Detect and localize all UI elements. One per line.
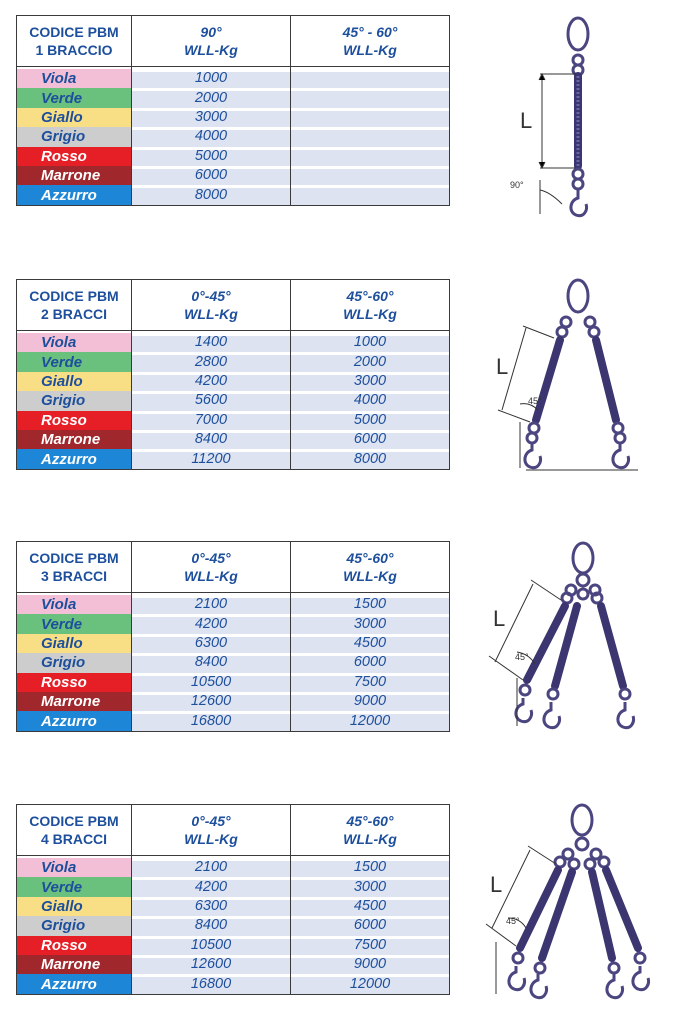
color-code-cell: Azzurro: [17, 449, 132, 469]
table-row: [17, 333, 450, 352]
wll-value-col3: 9000: [291, 955, 450, 974]
color-code-cell: Giallo: [17, 634, 132, 653]
code-header-line2: 4 BRACCI: [40, 831, 108, 847]
wll-value-col2: 6000: [132, 166, 291, 185]
wll-value-col2: 2800: [132, 352, 291, 371]
col3-header-angle: 45°-60°: [346, 288, 394, 304]
wll-value-col2: 12600: [132, 692, 291, 711]
table-row: [17, 877, 450, 896]
col2-header-unit: WLL-Kg: [184, 306, 238, 322]
color-code-cell: Marrone: [17, 430, 132, 449]
wll-value-col3: 12000: [291, 974, 450, 994]
table-3-bracci: [16, 541, 449, 732]
color-code-cell: Verde: [17, 614, 132, 633]
wll-value-col2: 8400: [132, 430, 291, 449]
color-code-cell: Giallo: [17, 372, 132, 391]
wll-value-col2: 11200: [132, 449, 291, 469]
wll-table: [16, 804, 450, 995]
length-label: L: [493, 606, 506, 631]
wll-value-col2: 6300: [132, 634, 291, 653]
angle-label: 45°: [528, 396, 542, 406]
color-code-cell: Verde: [17, 88, 132, 107]
wll-value-col3: 4500: [291, 634, 450, 653]
wll-value-col3: [291, 69, 450, 88]
wll-value-col3: 3000: [291, 877, 450, 896]
col2-header-unit: WLL-Kg: [184, 568, 238, 584]
color-code-cell: Rosso: [17, 936, 132, 955]
table-1-braccio: [16, 15, 449, 206]
color-code-cell: Viola: [17, 69, 132, 88]
table-row: [17, 430, 450, 449]
table-row: [17, 595, 450, 614]
col3-header-unit: WLL-Kg: [343, 42, 397, 58]
sling-diagram-2-legs: [490, 276, 650, 476]
wll-value-col2: 8400: [132, 653, 291, 672]
code-header: [17, 805, 132, 856]
wll-value-col2: 3000: [132, 108, 291, 127]
wll-value-col3: [291, 88, 450, 107]
table-row: [17, 391, 450, 410]
wll-col2-header: [132, 280, 291, 331]
wll-col2-header: [132, 805, 291, 856]
color-code-cell: Viola: [17, 858, 132, 877]
table-row: [17, 614, 450, 633]
wll-value-col3: 3000: [291, 372, 450, 391]
col2-header-angle: 0°-45°: [191, 550, 231, 566]
wll-value-col3: 5000: [291, 411, 450, 430]
table-row: [17, 634, 450, 653]
wll-value-col3: 12000: [291, 711, 450, 731]
table-2-bracci: [16, 279, 449, 470]
wll-value-col2: 4200: [132, 372, 291, 391]
color-code-cell: Rosso: [17, 411, 132, 430]
table-row: [17, 936, 450, 955]
color-code-cell: Marrone: [17, 166, 132, 185]
wll-value-col2: 16800: [132, 711, 291, 731]
wll-table: [16, 15, 450, 206]
wll-value-col3: 7500: [291, 936, 450, 955]
color-code-cell: Verde: [17, 877, 132, 896]
table-header-row: [17, 805, 450, 856]
wll-value-col2: 4200: [132, 614, 291, 633]
table-header-row: [17, 280, 450, 331]
color-code-cell: Verde: [17, 352, 132, 371]
color-code-cell: Grigio: [17, 916, 132, 935]
length-label: L: [496, 354, 509, 379]
sling-diagram-4-legs: [480, 802, 660, 1002]
wll-value-col2: 1000: [132, 69, 291, 88]
wll-value-col2: 4000: [132, 127, 291, 146]
col2-header-angle: 0°-45°: [191, 288, 231, 304]
table-row: [17, 185, 450, 205]
color-code-cell: Giallo: [17, 108, 132, 127]
code-header-line1: CODICE PBM: [29, 24, 119, 40]
angle-label: 90°: [510, 180, 524, 190]
color-code-cell: Marrone: [17, 692, 132, 711]
angle-label: 45°: [515, 652, 529, 662]
color-code-cell: Giallo: [17, 897, 132, 916]
table-row: [17, 692, 450, 711]
wll-value-col2: 2000: [132, 88, 291, 107]
wll-value-col2: 8000: [132, 185, 291, 205]
table-row: [17, 653, 450, 672]
wll-value-col3: 2000: [291, 352, 450, 371]
wll-value-col3: 4000: [291, 391, 450, 410]
wll-value-col2: 10500: [132, 673, 291, 692]
code-header-line1: CODICE PBM: [29, 288, 119, 304]
table-row: [17, 974, 450, 994]
wll-value-col3: 1500: [291, 858, 450, 877]
table-row: [17, 352, 450, 371]
wll-col2-header: [132, 542, 291, 593]
wll-value-col3: [291, 127, 450, 146]
col3-header-angle: 45°-60°: [346, 550, 394, 566]
wll-value-col3: 8000: [291, 449, 450, 469]
table-row: [17, 711, 450, 731]
wll-table: [16, 541, 450, 732]
wll-col3-header: [291, 280, 450, 331]
wll-value-col3: [291, 147, 450, 166]
wll-value-col3: [291, 108, 450, 127]
col2-header-angle: 0°-45°: [191, 813, 231, 829]
code-header-line2: 3 BRACCI: [40, 568, 108, 584]
wll-value-col3: 9000: [291, 692, 450, 711]
col2-header-angle: 90°: [200, 24, 222, 40]
wll-value-col2: 5000: [132, 147, 291, 166]
wll-value-col3: 6000: [291, 916, 450, 935]
color-code-cell: Marrone: [17, 955, 132, 974]
wll-value-col3: 6000: [291, 430, 450, 449]
table-row: [17, 411, 450, 430]
wll-col2-header: [132, 16, 291, 67]
code-header: [17, 542, 132, 593]
wll-value-col3: 6000: [291, 653, 450, 672]
wll-value-col3: 4500: [291, 897, 450, 916]
color-code-cell: Grigio: [17, 391, 132, 410]
wll-col3-header: [291, 16, 450, 67]
wll-value-col2: 1400: [132, 333, 291, 352]
wll-value-col3: [291, 185, 450, 205]
wll-value-col2: 2100: [132, 858, 291, 877]
wll-col3-header: [291, 542, 450, 593]
code-header-line1: CODICE PBM: [29, 550, 119, 566]
color-code-cell: Rosso: [17, 673, 132, 692]
table-row: [17, 69, 450, 88]
col3-header-unit: WLL-Kg: [343, 306, 397, 322]
color-code-cell: Azzurro: [17, 711, 132, 731]
wll-col3-header: [291, 805, 450, 856]
table-header-row: [17, 16, 450, 67]
color-code-cell: Azzurro: [17, 974, 132, 994]
code-header: [17, 16, 132, 67]
wll-value-col3: 7500: [291, 673, 450, 692]
color-code-cell: Viola: [17, 595, 132, 614]
wll-value-col2: 4200: [132, 877, 291, 896]
color-code-cell: Grigio: [17, 653, 132, 672]
sling-diagram-3-legs: [485, 540, 650, 740]
wll-value-col2: 5600: [132, 391, 291, 410]
color-code-cell: Grigio: [17, 127, 132, 146]
code-header-line2: 1 BRACCIO: [35, 42, 113, 58]
color-code-cell: Azzurro: [17, 185, 132, 205]
wll-value-col2: 12600: [132, 955, 291, 974]
col3-header-unit: WLL-Kg: [343, 831, 397, 847]
table-row: [17, 88, 450, 107]
code-header-line1: CODICE PBM: [29, 813, 119, 829]
table-row: [17, 127, 450, 146]
table-row: [17, 858, 450, 877]
col3-header-angle: 45° - 60°: [342, 24, 398, 40]
wll-value-col3: 1500: [291, 595, 450, 614]
wll-table: [16, 279, 450, 470]
table-row: [17, 108, 450, 127]
table-row: [17, 673, 450, 692]
wll-value-col3: 3000: [291, 614, 450, 633]
code-header-line2: 2 BRACCI: [40, 306, 108, 322]
sling-diagram-1-leg: [510, 14, 620, 220]
table-row: [17, 449, 450, 469]
length-label: L: [520, 108, 533, 133]
table-header-row: [17, 542, 450, 593]
code-header: [17, 280, 132, 331]
table-row: [17, 147, 450, 166]
wll-value-col2: 7000: [132, 411, 291, 430]
table-row: [17, 916, 450, 935]
length-label: L: [490, 872, 503, 897]
wll-value-col3: 1000: [291, 333, 450, 352]
wll-value-col2: 8400: [132, 916, 291, 935]
color-code-cell: Viola: [17, 333, 132, 352]
col2-header-unit: WLL-Kg: [184, 831, 238, 847]
table-row: [17, 372, 450, 391]
col3-header-angle: 45°-60°: [346, 813, 394, 829]
wll-value-col3: [291, 166, 450, 185]
table-row: [17, 166, 450, 185]
color-code-cell: Rosso: [17, 147, 132, 166]
table-4-bracci: [16, 804, 449, 995]
wll-value-col2: 16800: [132, 974, 291, 994]
col3-header-unit: WLL-Kg: [343, 568, 397, 584]
wll-value-col2: 10500: [132, 936, 291, 955]
table-row: [17, 955, 450, 974]
col2-header-unit: WLL-Kg: [184, 42, 238, 58]
wll-value-col2: 6300: [132, 897, 291, 916]
angle-label: 45°: [506, 916, 520, 926]
wll-value-col2: 2100: [132, 595, 291, 614]
table-row: [17, 897, 450, 916]
